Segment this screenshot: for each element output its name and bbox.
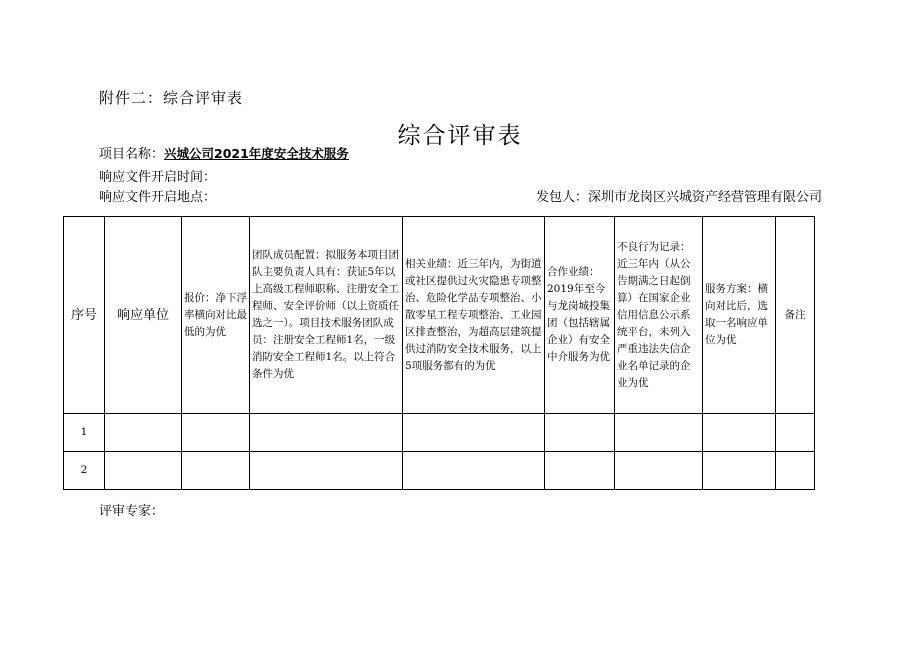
row-cell xyxy=(105,414,182,452)
row-cell xyxy=(403,452,545,490)
header-seq: 序号 xyxy=(64,217,105,414)
row-cell xyxy=(545,414,615,452)
project-name: 兴城公司2021年度安全技术服务 xyxy=(164,146,349,161)
header-cooperation: 合作业绩：2019年至今与龙岗城投集团（包括辖属企业）有安全中介服务为优 xyxy=(545,217,615,414)
experts-label: 评审专家： xyxy=(99,504,165,519)
header-unit: 响应单位 xyxy=(105,217,182,414)
row-cell xyxy=(105,452,182,490)
row-cell xyxy=(403,414,545,452)
row-cell xyxy=(615,452,703,490)
issuer-label: 发包人： xyxy=(535,190,588,205)
row-cell xyxy=(250,414,403,452)
table-row xyxy=(64,414,815,452)
issuer-name: 深圳市龙岗区兴城资产经营管理有限公司 xyxy=(587,190,822,205)
row-cell xyxy=(703,452,776,490)
open-time-label: 响应文件开启时间： xyxy=(99,170,217,185)
page-title: 综合评审表 xyxy=(397,123,523,149)
header-bad-record: 不良行为记录：近三年内（从公告期满之日起倒算）在国家企业信用信息公示系统平台，未列入严重违法失信企业名单记录的企业为优 xyxy=(615,217,703,414)
row-cell xyxy=(615,414,703,452)
issuer-line xyxy=(536,186,822,205)
attachment-label: 附件二：综合评审表 xyxy=(99,89,244,107)
row-cell xyxy=(776,414,815,452)
review-table xyxy=(63,216,815,490)
header-team: 团队成员配置：拟服务本项目团队主要负责人具有：获证5年以上高级工程师职称、注册安全工程师、安全评价师（以上资质任选之一）。项目技术服务团队成员：注册安全工程师1名，一级消防安全工程师1名。以上符合条件为优 xyxy=(250,217,403,414)
project-label: 项目名称： xyxy=(99,147,165,162)
table-header-row xyxy=(64,217,815,414)
row-cell xyxy=(776,452,815,490)
table-row xyxy=(64,452,815,490)
row-cell xyxy=(250,452,403,490)
row-seq: 2 xyxy=(64,452,105,490)
row-cell xyxy=(703,414,776,452)
row-cell xyxy=(182,452,250,490)
row-seq: 1 xyxy=(64,414,105,452)
open-place-label: 响应文件开启地点： xyxy=(99,190,217,205)
header-performance: 相关业绩：近三年内，为街道或社区提供过火灾隐患专项整治、危险化学品专项整治、小散零星工程专项整治、工业园区排查整治，为超高层建筑提供过消防安全技术服务，以上5项服务都有的为优 xyxy=(403,217,545,414)
row-cell xyxy=(182,414,250,452)
header-remark: 备注 xyxy=(776,217,815,414)
project-line xyxy=(99,143,349,162)
header-service-plan: 服务方案：横向对比后，选取一名响应单位为优 xyxy=(703,217,776,414)
row-cell xyxy=(545,452,615,490)
header-price: 报价：净下浮率横向对比最低的为优 xyxy=(182,217,250,414)
